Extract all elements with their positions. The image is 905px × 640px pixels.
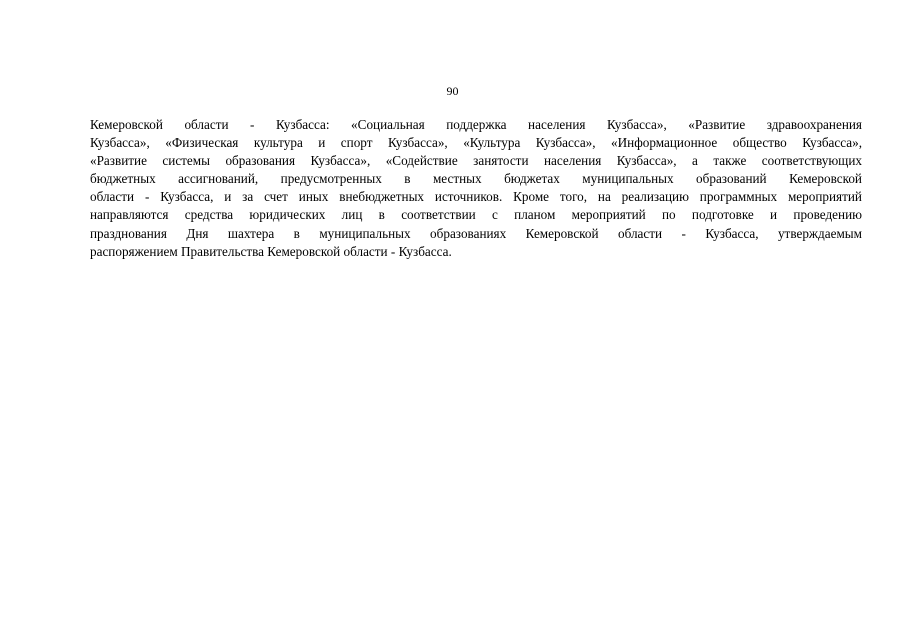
paragraph-line: бюджетных ассигнований, предусмотренных в местных бюджетах муниципальных образований Кемеровской bbox=[90, 171, 862, 187]
paragraph-line: празднования Дня шахтера в муниципальных образованиях Кемеровской области - Кузбасса, утверждаемым bbox=[90, 225, 862, 241]
paragraph-line: распоряжением Правительства Кемеровской области - Кузбасса. bbox=[90, 243, 452, 259]
paragraph-line: «Развитие системы образования Кузбасса», «Содействие занятости населения Кузбасса», а также соответствующих bbox=[90, 153, 862, 169]
body-paragraph bbox=[90, 116, 862, 261]
paragraph-line: направляются средства юридических лиц в соответствии с планом мероприятий по подготовке и проведению bbox=[90, 207, 862, 223]
paragraph-line: Кузбасса», «Физическая культура и спорт Кузбасса», «Культура Кузбасса», «Информационное общество Кузбасса», bbox=[90, 135, 862, 151]
page-number: 90 bbox=[446, 84, 459, 98]
paragraph-line: области - Кузбасса, и за счет иных внебюджетных источников. Кроме того, на реализацию программных мероприятий bbox=[90, 189, 862, 205]
paragraph-line: Кемеровской области - Кузбасса: «Социальная поддержка населения Кузбасса», «Развитие здравоохранения bbox=[90, 117, 862, 132]
